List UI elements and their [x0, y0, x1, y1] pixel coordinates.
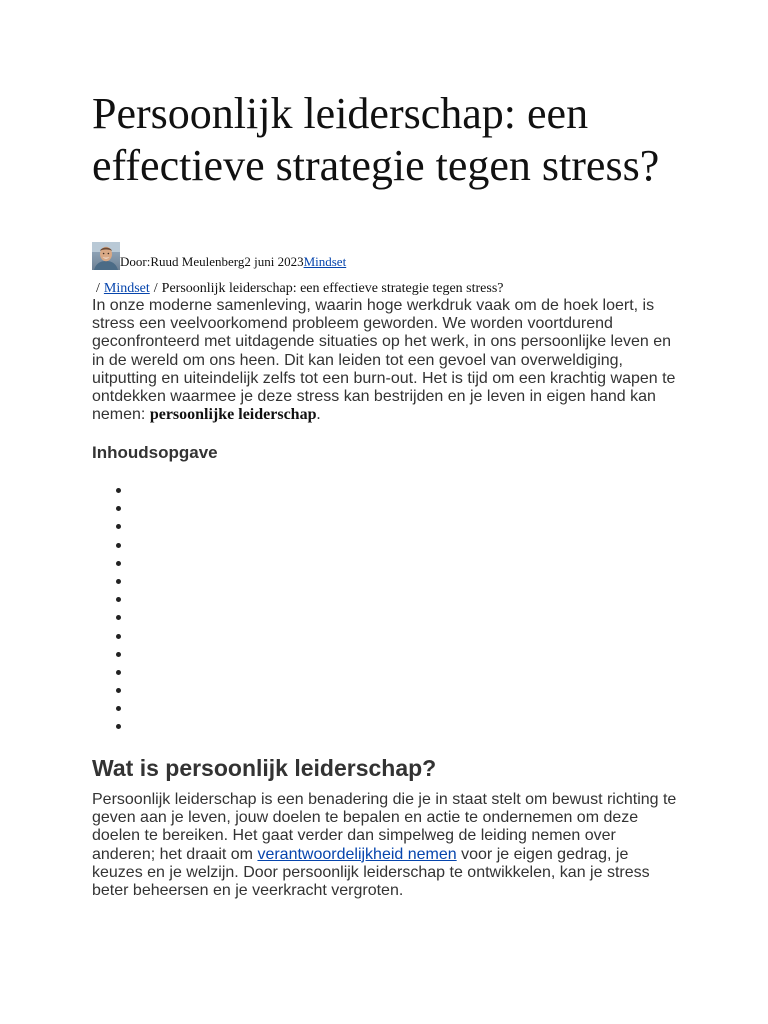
section-text-after: voor je eigen gedrag, je keuzes en je welzijn. Door persoonlijk leiderschap te ontwikkelen, kan je stress beter beheersen en je veerkracht vergroten.	[92, 845, 650, 900]
author-prefix: Door:	[120, 254, 151, 269]
category-link[interactable]: Mindset	[303, 254, 347, 269]
author-name[interactable]: Ruud Meulenberg	[150, 254, 245, 269]
responsibility-link[interactable]: verantwoordelijkheid nemen	[257, 845, 457, 863]
section-heading: Wat is persoonlijk leiderschap?	[92, 755, 437, 781]
breadcrumb-separator: /	[96, 281, 100, 296]
breadcrumb-separator: /	[153, 281, 158, 296]
breadcrumb-category-link[interactable]: Mindset	[103, 281, 150, 296]
intro-paragraph	[92, 297, 682, 424]
breadcrumb	[92, 281, 504, 297]
author-avatar[interactable]	[92, 242, 120, 270]
post-date: 2 juni 2023	[244, 254, 304, 269]
page-title: Persoonlijk leiderschap: een effectieve strategie tegen stress?	[92, 89, 660, 190]
post-meta	[92, 240, 346, 270]
intro-text: In onze moderne samenleving, waarin hoge werkdruk vaak om de hoek loert, is stress een veelvoorkomend probleem geworden. We worden voortdurend geconfronteerd met uitdagende situaties op het werk, in ons persoonlijke leven en in de wereld om ons heen. Dit kan leiden tot een gevoel van overweldiging, uitputting en uiteindelijk zelfs tot een burn-out. Het is tijd om een krachtig wapen te ontdekken waarmee je deze stress kan bestrijden en je leven in eigen hand kan nemen:	[92, 297, 676, 424]
intro-bold-term: persoonlijke leiderschap	[149, 406, 317, 424]
section-text-before: Persoonlijk leiderschap is een benadering die je in staat stelt om bewust richting te geven aan je leven, jouw doelen te bepalen en actie te ondernemen om deze doelen te bereiken. Het gaat verder dan simpelweg de leiding nemen over anderen; het draait om	[92, 791, 677, 863]
breadcrumb-current: Persoonlijk leiderschap: een effectieve strategie tegen stress?	[161, 281, 504, 296]
intro-end: .	[316, 406, 321, 424]
section-paragraph	[92, 791, 682, 900]
toc-heading: Inhoudsopgave	[92, 443, 218, 462]
